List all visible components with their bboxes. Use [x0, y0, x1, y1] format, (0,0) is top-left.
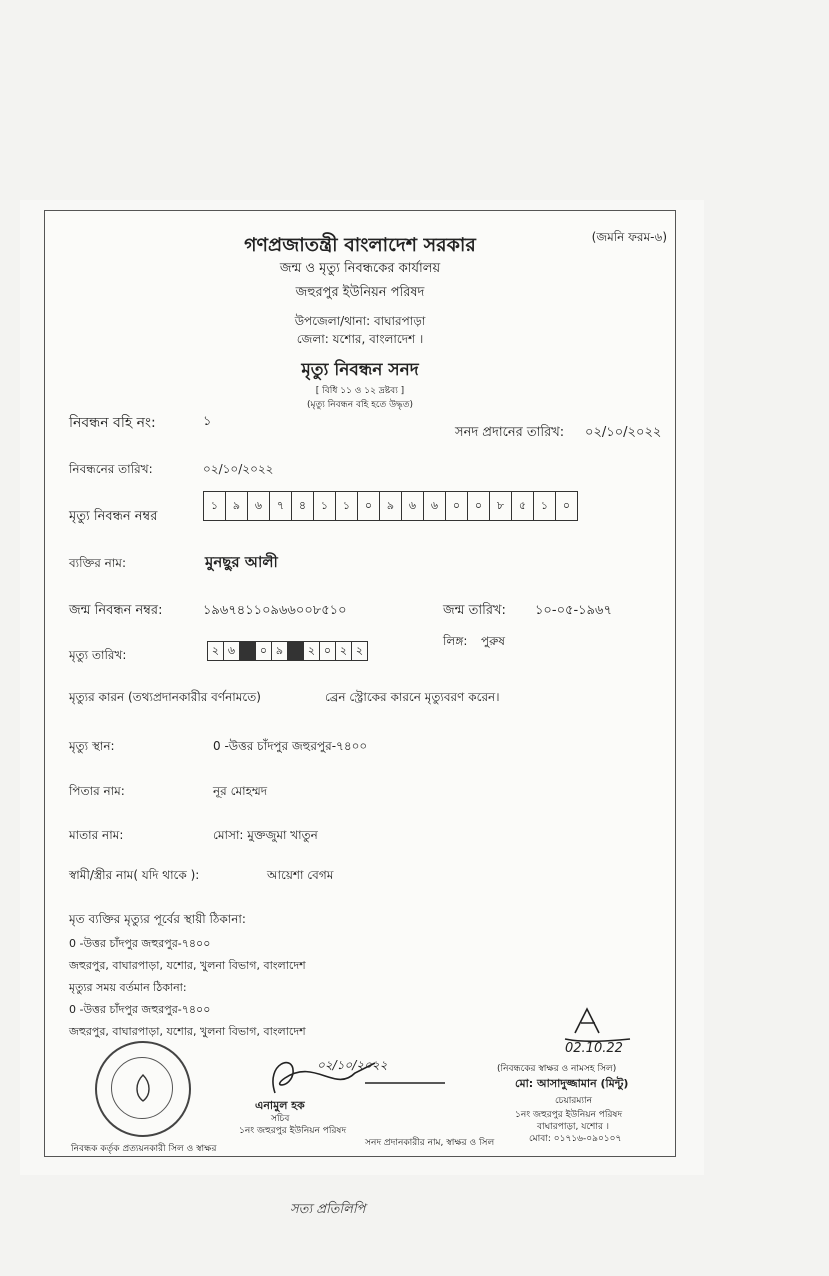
reg-digit: ৭ — [270, 492, 292, 520]
death-date-boxes — [207, 641, 368, 661]
secretary-union: ১নং জহুরপুর ইউনিয়ন পরিষদ — [239, 1126, 347, 1136]
upazila-line: উপজেলা/থানা: বাঘারপাড়া — [294, 314, 426, 328]
death-reg-no-label: মৃত্যু নিবন্ধন নম্বর — [69, 509, 158, 524]
date-digit: ২ — [208, 642, 224, 660]
chairman-title: চেয়ারম্যান — [555, 1096, 592, 1106]
reg-digit: ৫ — [512, 492, 534, 520]
issuer-handwritten-date: ০২/১০/২০২২ — [317, 1058, 388, 1072]
date-separator — [240, 642, 256, 660]
father-value: নূর মোহম্মদ — [213, 784, 268, 798]
death-place-value: 0 -উত্তর চাঁদপুর জহুরপুর-৭৪০০ — [213, 739, 368, 753]
death-certificate — [44, 210, 676, 1157]
issue-date-label: সনদ প্রদানের তারিখ: — [455, 425, 565, 440]
form-number: (জমনি ফরম-৬) — [591, 230, 667, 244]
book-label: নিবন্ধন বহি নং: — [69, 415, 156, 431]
reg-digit: ৬ — [248, 492, 270, 520]
reg-digit: ৪ — [292, 492, 314, 520]
union-seal — [95, 1041, 191, 1137]
chairman-place: বাঘারপাড়া, যশোর । — [537, 1122, 609, 1132]
office-name: জন্ম ও মৃত্যু নিবন্ধকের কার্যালয় — [279, 261, 441, 276]
date-digit: ০ — [256, 642, 272, 660]
source-note: (মৃত্যু নিবন্ধন বহি হতে উদ্ধৃত) — [306, 400, 414, 410]
present-address-line2: জহুরপুর, বাঘারপাড়া, যশোর, খুলনা বিভাগ, বাংলাদেশ — [69, 1025, 306, 1038]
dob-value: ১০-০৫-১৯৬৭ — [535, 603, 612, 618]
reg-digit: ০ — [562, 498, 571, 512]
book-value: ১ — [203, 414, 212, 429]
government-title: গণপ্রজাতন্ত্রী বাংলাদেশ সরকার — [244, 234, 476, 256]
spouse-value: আয়েশা বেগম — [267, 868, 334, 882]
date-digit: ২ — [304, 642, 320, 660]
date-digit: ০ — [320, 642, 336, 660]
present-address-label: মৃত্যুর সময় বর্তমান ঠিকানা: — [69, 981, 187, 994]
permanent-address-label: মৃত ব্যক্তির মৃত্যুর পূর্বের স্থায়ী ঠিকানা: — [69, 912, 246, 926]
certificate-title: মৃত্যু নিবন্ধন সনদ — [301, 360, 419, 380]
birth-reg-value: ১৯৬৭৪১১০৯৬৬০০৮৫১০ — [203, 603, 347, 618]
cause-label: মৃত্যুর কারন (তথ্যপ্রদানকারীর বর্ণনামতে) — [69, 690, 261, 704]
district-line: জেলা: যশোর, বাংলাদেশ । — [296, 332, 424, 346]
reg-digit: ০ — [358, 492, 380, 520]
reg-digit: ১ — [314, 492, 336, 520]
chairman-phone: মোবা: ০১৭১৬-০৯০১০৭ — [529, 1134, 622, 1144]
dob-label: জন্ম তারিখ: — [443, 603, 506, 618]
reg-digit: ৬ — [424, 492, 446, 520]
reg-digit: ১ — [534, 492, 556, 520]
mother-value: মোসা: মুক্তজুমা খাতুন — [213, 828, 318, 842]
mother-label: মাতার নাম: — [69, 828, 124, 842]
reg-digit: ০ — [446, 492, 468, 520]
issue-date-value: ০২/১০/২০২২ — [585, 425, 662, 440]
death-date-label: মৃত্যু তারিখ: — [69, 648, 127, 662]
reg-digit: ০ — [468, 492, 490, 520]
chairman-union: ১নং জহুরপুর ইউনিয়ন পরিষদ — [515, 1110, 623, 1120]
present-address-line1: 0 -উত্তর চাঁদপুর জহুরপুর-৭৪০০ — [69, 1003, 211, 1016]
chairman-name: মো: আসাদুজ্জামান (মিন্টু) — [515, 1077, 629, 1090]
rule-reference: [ বিধি ১১ ও ১২ দ্রষ্টব্য ] — [315, 386, 405, 396]
person-name-label: ব্যক্তির নাম: — [69, 556, 127, 570]
registrar-handwritten-date: 02.10.22 — [565, 1041, 623, 1056]
reg-digit: ১ — [204, 492, 226, 520]
permanent-address-line1: 0 -উত্তর চাঁদপুর জহুরপুর-৭৪০০ — [69, 937, 211, 950]
seal-emblem — [129, 1073, 157, 1103]
date-digit: ২ — [336, 642, 352, 660]
reg-digit: ৮ — [490, 492, 512, 520]
reg-digit: ৯ — [226, 492, 248, 520]
death-reg-no-boxes — [203, 491, 578, 521]
reg-date-label: নিবন্ধনের তারিখ: — [69, 462, 153, 476]
birth-reg-label: জন্ম নিবন্ধন নম্বর: — [69, 603, 163, 618]
date-separator — [288, 642, 304, 660]
secretary-title: সচিব — [271, 1114, 290, 1124]
date-digit: ২ — [355, 643, 364, 657]
chairman-caption: (নিবন্ধকের স্বাক্ষর ও নামসহ সিল) — [497, 1064, 617, 1074]
person-name-value: মুনছুর আলী — [205, 553, 278, 571]
sex-value: পুরুষ — [481, 634, 505, 648]
union-name: জহুরপুর ইউনিয়ন পরিষদ — [295, 285, 425, 300]
permanent-address-line2: জহুরপুর, বাঘারপাড়া, যশোর, খুলনা বিভাগ, বাংলাদেশ — [69, 959, 306, 972]
father-label: পিতার নাম: — [69, 784, 125, 798]
spouse-label: স্বামী/স্ত্রীর নাম( যদি থাকে ): — [69, 868, 200, 882]
reg-digit: ৯ — [380, 492, 402, 520]
date-digit: ৯ — [272, 642, 288, 660]
reg-date-value: ০২/১০/২০২২ — [203, 462, 274, 476]
issuer-caption: সনদ প্রদানকারীর নাম, স্বাক্ষর ও সিল — [365, 1138, 495, 1148]
sex-label: লিঙ্গ: — [443, 634, 468, 648]
secretary-name: এনামুল হক — [255, 1099, 305, 1112]
seal-caption: নিবন্ধক কর্তৃক প্রত্যয়নকারী সিল ও স্বাক্ষর — [71, 1144, 217, 1154]
bottom-handwritten-note: সত্য প্রতিলিপি — [290, 1202, 366, 1217]
reg-digit: ১ — [336, 492, 358, 520]
death-place-label: মৃত্যু স্থান: — [69, 739, 115, 753]
date-digit: ৬ — [224, 642, 240, 660]
reg-digit: ৬ — [402, 492, 424, 520]
cause-value: ব্রেন স্ট্রোকের কারনে মৃত্যুবরণ করেন। — [325, 690, 500, 704]
